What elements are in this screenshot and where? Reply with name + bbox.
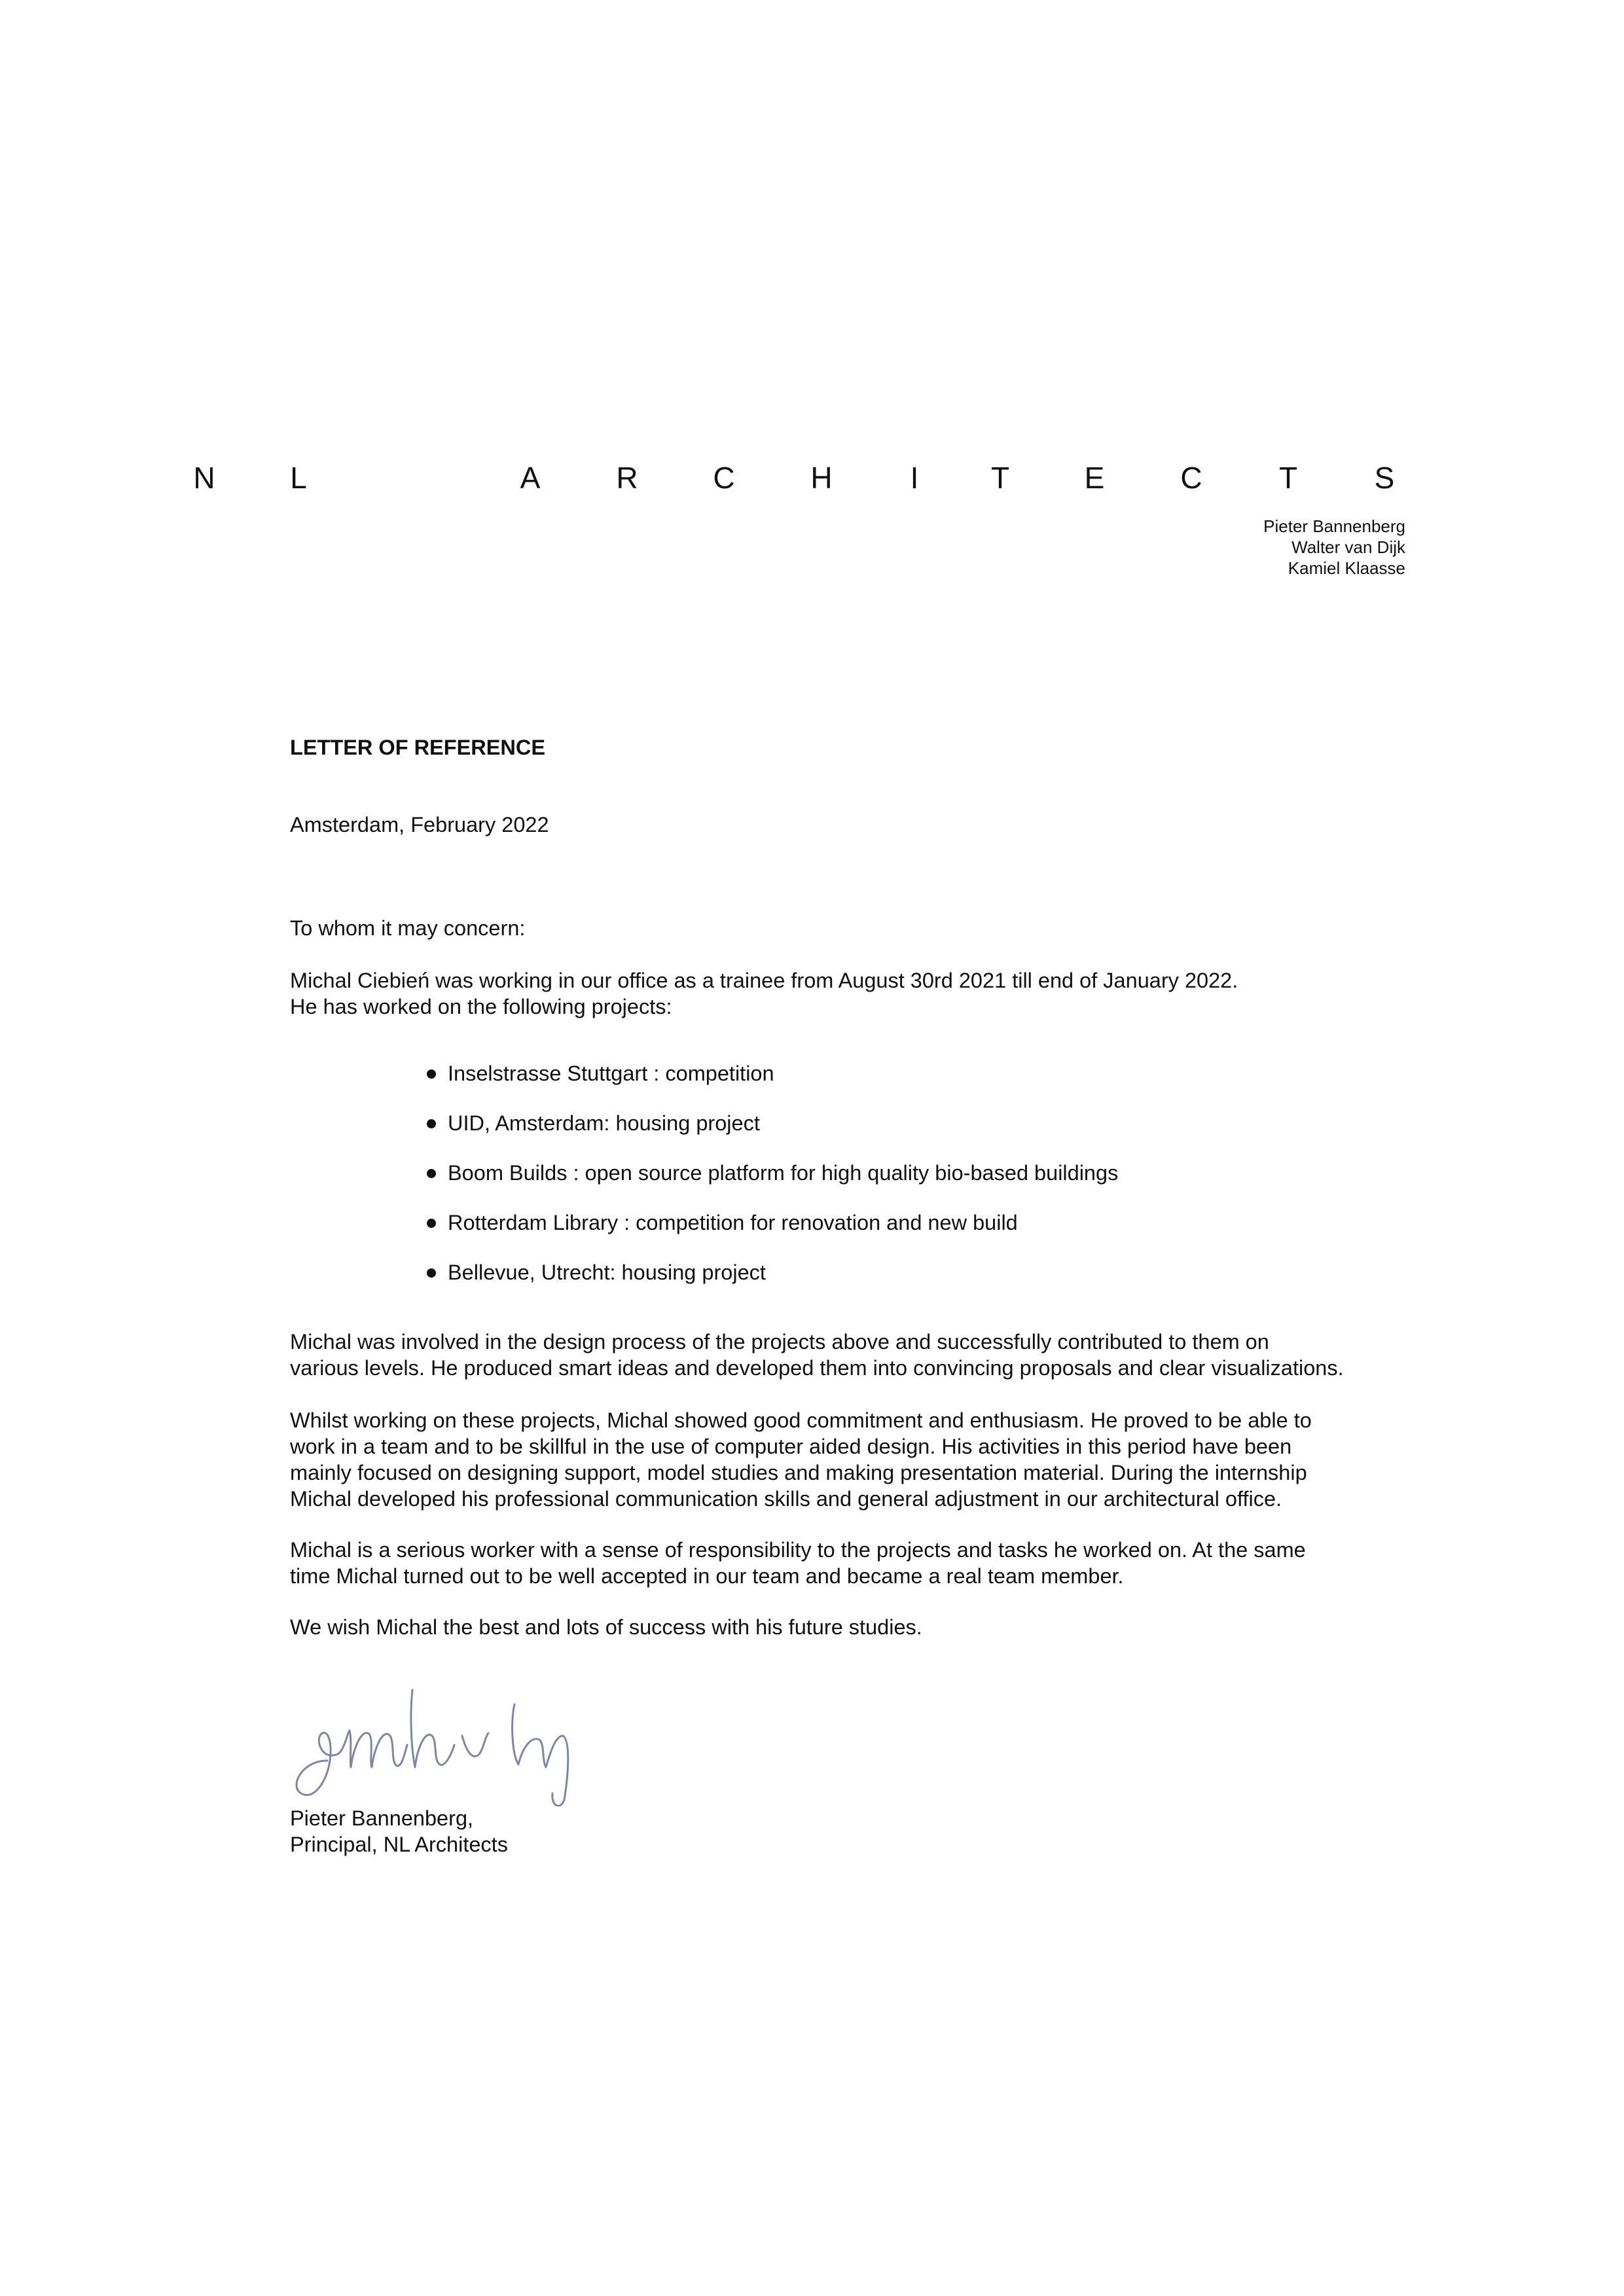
- letterhead-letter: N: [193, 461, 215, 495]
- partner-name: Kamiel Klaasse: [1288, 558, 1405, 578]
- letterhead-letter: R: [616, 461, 638, 495]
- project-text: Rotterdam Library : competition for renovation and new build: [448, 1211, 1018, 1234]
- paragraph-line: various levels. He produced smart ideas and developed them into convincing proposals and clear visualizations.: [290, 1356, 1344, 1380]
- paragraph-line: work in a team and to be skillful in the use of computer aided design. His activities in this period have been: [290, 1435, 1292, 1458]
- salutation: To whom it may concern:: [290, 916, 526, 940]
- intro-line: He has worked on the following projects:: [290, 995, 672, 1018]
- bullet-icon: [427, 1069, 436, 1079]
- project-text: Inselstrasse Stuttgart : competition: [448, 1062, 774, 1085]
- letterhead-letter: L: [290, 461, 307, 495]
- letterhead-letter: C: [1180, 461, 1202, 495]
- closing-line: We wish Michal the best and lots of success with his future studies.: [290, 1615, 922, 1639]
- paragraph-line: Whilst working on these projects, Michal showed good commitment and enthusiasm. He proved to be able to: [290, 1408, 1312, 1432]
- intro-paragraph: [290, 967, 1416, 1020]
- paragraph-character: [290, 1537, 1416, 1589]
- signature-image: [281, 1662, 609, 1806]
- signer-title: Principal, NL Architects: [290, 1833, 508, 1856]
- letter-title: LETTER OF REFERENCE: [290, 736, 546, 759]
- partner-name: Walter van Dijk: [1291, 537, 1405, 557]
- paragraph-line: Michal is a serious worker with a sense of responsibility to the projects and tasks he worked on. At the same: [290, 1538, 1306, 1562]
- bullet-icon: [427, 1219, 436, 1228]
- project-text: UID, Amsterdam: housing project: [448, 1111, 760, 1135]
- bullet-icon: [427, 1268, 436, 1278]
- paragraph-line: Michal developed his professional communication skills and general adjustment in our architectural office.: [290, 1487, 1282, 1511]
- letterhead-letter: A: [520, 461, 541, 495]
- bullet-icon: [427, 1169, 436, 1178]
- bullet-icon: [427, 1119, 436, 1128]
- signer-name: Pieter Bannenberg,: [290, 1806, 474, 1830]
- letterhead-letter: T: [1278, 461, 1298, 495]
- letterhead-letter: H: [810, 461, 833, 495]
- letterhead-letter: S: [1374, 461, 1395, 495]
- paragraph-involvement: [290, 1329, 1416, 1381]
- project-text: Boom Builds : open source platform for high quality bio-based buildings: [448, 1161, 1119, 1185]
- paragraph-line: mainly focused on designing support, model studies and making presentation material. During the internship: [290, 1461, 1307, 1484]
- project-text: Bellevue, Utrecht: housing project: [448, 1261, 766, 1284]
- partners-list: [1263, 516, 1405, 579]
- letterhead-letter: I: [910, 461, 919, 495]
- letterhead: [0, 458, 1624, 497]
- letterhead-letter: C: [713, 461, 735, 495]
- place-date: Amsterdam, February 2022: [290, 813, 549, 836]
- partner-name: Pieter Bannenberg: [1263, 516, 1405, 536]
- letterhead-letter: T: [990, 461, 1010, 495]
- paragraph-skills: [290, 1407, 1416, 1512]
- intro-line: Michal Ciebień was working in our office as a trainee from August 30rd 2021 till end of January 2022.: [290, 969, 1238, 992]
- paragraph-line: time Michal turned out to be well accepted in our team and became a real team member.: [290, 1564, 1124, 1588]
- letterhead-letter: E: [1084, 461, 1105, 495]
- paragraph-line: Michal was involved in the design process of the projects above and successfully contributed to them on: [290, 1330, 1269, 1354]
